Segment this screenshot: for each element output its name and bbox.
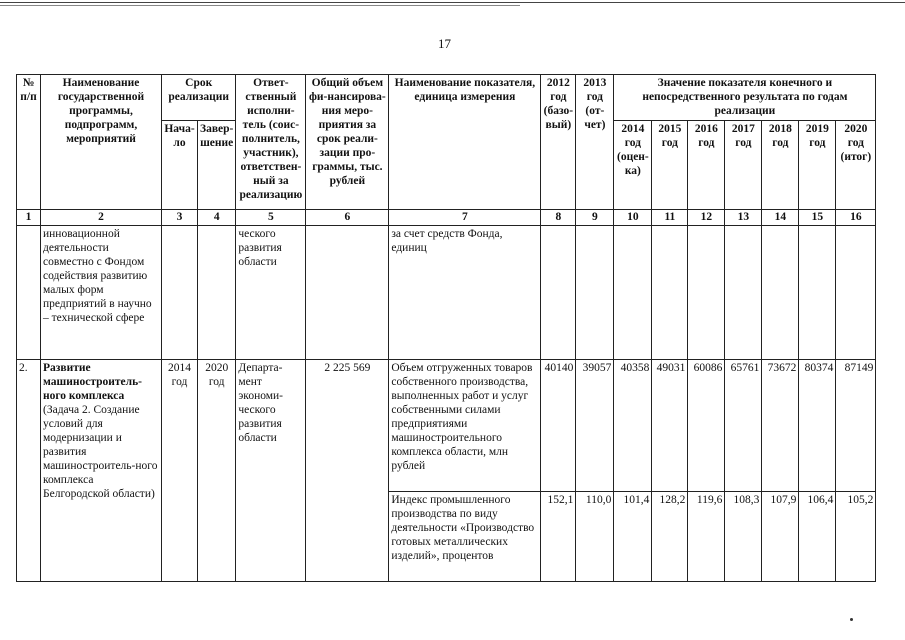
program-table [16,74,876,582]
value-cell: 40140 [541,360,576,492]
value-cell: 60086 [688,360,725,492]
row-name-cell [41,360,162,582]
value-cell: 110,0 [576,492,614,582]
value-cell: 39057 [576,360,614,492]
program-name-rest: (Задача 2. Создание условий для модернизации и развития машиностроитель-ного комплекса Белгородской области) [43,404,158,500]
col-number: 14 [762,210,799,226]
value-cell: 128,2 [652,492,688,582]
scan-top-rule-secondary [0,5,520,6]
col-number: 15 [799,210,836,226]
row-end-cell [198,226,236,360]
value-cell: 101,4 [614,492,652,582]
value-cell: 105,2 [836,492,876,582]
col-number: 12 [688,210,725,226]
header-year-2015: 2015 год [652,121,688,210]
header-year-2018: 2018 год [762,121,799,210]
value-cell: 152,1 [541,492,576,582]
value-cell [576,226,614,360]
col-number: 4 [198,210,236,226]
value-cell: 65761 [725,360,762,492]
row-start-cell: 2014 год [162,360,198,582]
row-num-cell [17,226,41,360]
value-cell: 106,4 [799,492,836,582]
header-year-2016: 2016 год [688,121,725,210]
value-cell [762,226,799,360]
value-cell: 40358 [614,360,652,492]
header-indicator: Наименование показателя, единица измерения [389,75,541,210]
col-number: 2 [41,210,162,226]
program-name-bold: Развитие машиностроитель-ного комплекса [43,362,142,402]
header-term-end: Завер-шение [198,121,236,210]
value-cell: 119,6 [688,492,725,582]
value-cell: 49031 [652,360,688,492]
col-number: 6 [306,210,389,226]
col-number: 9 [576,210,614,226]
col-number: 10 [614,210,652,226]
col-number: 8 [541,210,576,226]
scan-speck [850,618,853,621]
value-cell [725,226,762,360]
value-cell: 108,3 [725,492,762,582]
value-cell: 73672 [762,360,799,492]
value-cell: 87149 [836,360,876,492]
col-number: 11 [652,210,688,226]
value-cell [614,226,652,360]
header-2013: 2013 год (от-чет) [576,75,614,210]
header-year-2020: 2020 год (итог) [836,121,876,210]
value-cell [836,226,876,360]
header-2012: 2012 год (базо-вый) [541,75,576,210]
row-name-cell: инновационной деятельности совместно с Фондом содействия развитию малых форм предприятий в научно – технической сфере [41,226,162,360]
row-end-cell: 2020 год [198,360,236,582]
header-num: № п/п [17,75,41,210]
row-volume-cell [306,226,389,360]
row-indicator-cell: за счет средств Фонда, единиц [389,226,541,360]
value-cell [688,226,725,360]
header-term: Срок реализации [162,75,236,121]
header-values-title: Значение показателя конечного и непосредственного результата по годам реализации [614,75,876,121]
column-numbers-row [17,210,876,226]
value-cell: 80374 [799,360,836,492]
header-year-2019: 2019 год [799,121,836,210]
header-row-1 [17,75,876,121]
value-cell [799,226,836,360]
row-volume-cell: 2 225 569 [306,360,389,582]
indicator-name-cell: Объем отгруженных товаров собственного производства, выполненных работ и услуг собственными силами предприятиями машиностроительного комплекса области, млн рублей [389,360,541,492]
header-volume: Общий объем фи-нансирова-ния меро-приятия за срок реали-зации про-граммы, тыс. рублей [306,75,389,210]
header-executor: Ответ-ственный исполни-тель (соис-полнитель, участник), ответствен-ный за реализацию [236,75,306,210]
row-num-cell: 2. [17,360,41,582]
table-row [17,226,876,360]
col-number: 16 [836,210,876,226]
col-number: 1 [17,210,41,226]
scan-top-rule [0,2,905,3]
header-name: Наименование государственной программы, подпрограмм, мероприятий [41,75,162,210]
value-cell: 107,9 [762,492,799,582]
page-number: 17 [438,36,451,51]
col-number: 13 [725,210,762,226]
col-number: 7 [389,210,541,226]
header-year-2017: 2017 год [725,121,762,210]
row-executor-cell: Департа-мент экономи-ческого развития области [236,360,306,582]
header-term-start: Нача-ло [162,121,198,210]
header-year-2014: 2014 год (оцен-ка) [614,121,652,210]
row-start-cell [162,226,198,360]
col-number: 3 [162,210,198,226]
row-executor-cell: ческого развития области [236,226,306,360]
table-row [17,360,876,492]
col-number: 5 [236,210,306,226]
indicator-name-cell: Индекс промышленного производства по виду деятельности «Производство готовых металлических изделий», процентов [389,492,541,582]
value-cell [652,226,688,360]
value-cell [541,226,576,360]
